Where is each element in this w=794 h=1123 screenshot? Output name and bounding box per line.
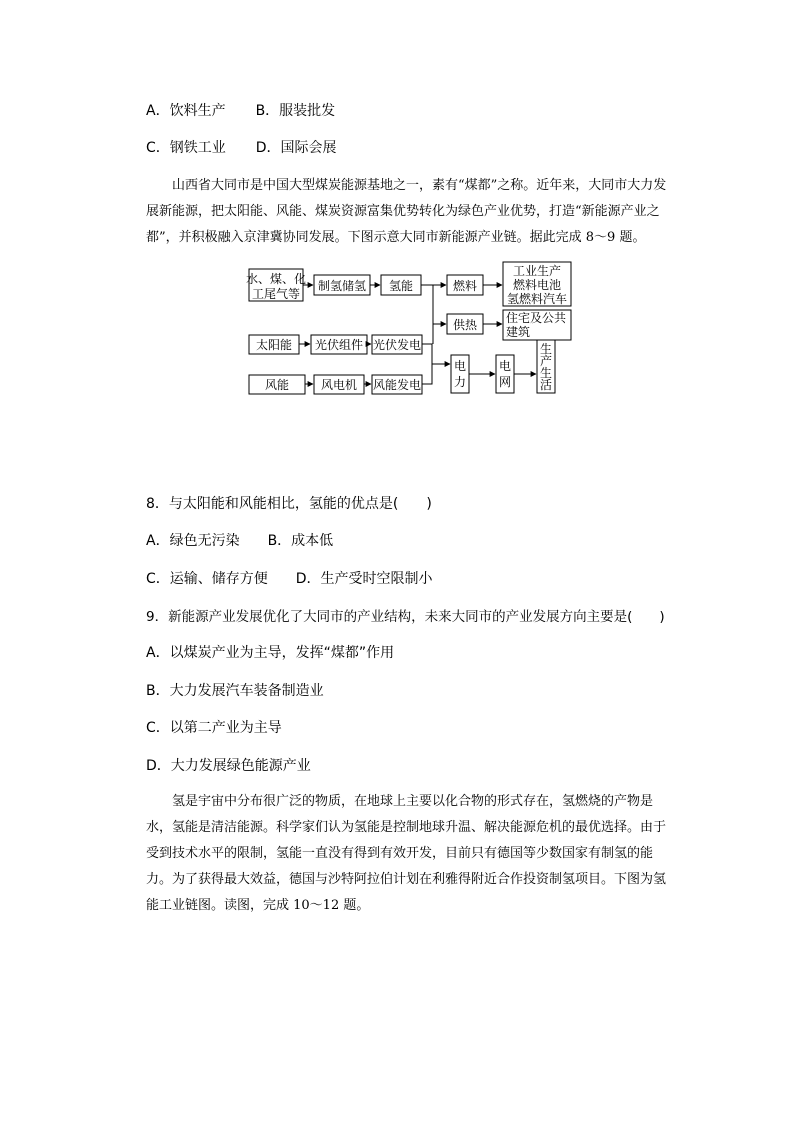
q7-option-d: D．国际会展 — [255, 140, 337, 156]
passage-datong: 山西省大同市是中国大型煤炭能源基地之一，素有“煤都”之称。近年来，大同市大力发展新能源，把太阳能、风能、煤炭资源富集优势转化为绿色产业优势，打造“新能源产业之都”，并积极融入京津冀协同发展。下图示意大同市新能源产业链。据此完成 8～9 题。 — [146, 178, 667, 245]
heat-use-1: 住宅及公共 — [506, 311, 567, 325]
box-pv-power — [372, 335, 422, 354]
q7-option-b: B．服装批发 — [255, 103, 336, 119]
box-solar — [249, 335, 299, 354]
new-energy-industry-chain-diagram — [0, 0, 794, 420]
q8-options-row2 — [146, 568, 433, 588]
fuel-label: 燃料 — [452, 279, 478, 293]
q7-option-c: C．钢铁工业 — [146, 140, 226, 156]
box-fuel-uses — [503, 262, 571, 306]
box-heat-uses — [503, 310, 571, 340]
q8-option-c: C．运输、储存方便 — [146, 571, 268, 587]
passage-hydrogen: 氢是宇宙中分布很广泛的物质，在地球上主要以化合物的形式存在，氢燃烧的产物是水，氢能是清洁能源。科学家们认为氢能是控制地球升温、解决能源危机的最优选择。由于受到技术水平的限制，氢能一直没有得到有效开发，目前只有德国等少数国家有制氢的能力。为了获得最大效益，德国与沙特阿拉伯计划在利雅得附近合作投资制氢项目。下图为氢能工业链图。读图，完成 10～12 题。 — [146, 794, 667, 913]
pv-module-label: 光伏组件 — [314, 338, 364, 352]
box-grid — [496, 355, 514, 393]
life-char4: 活 — [539, 378, 553, 392]
solar-label: 太阳能 — [255, 338, 293, 352]
box-pv-module — [311, 335, 367, 354]
fuel-use-3: 氢燃料汽车 — [506, 292, 568, 306]
hydrogen-label: 氢能 — [388, 279, 414, 293]
heat-use-2: 建筑 — [506, 325, 531, 339]
box-fuel — [447, 275, 483, 295]
electricity-char2: 力 — [453, 375, 467, 389]
box-sources — [246, 269, 306, 301]
wind-label: 风能 — [264, 378, 290, 392]
arrow-hydrogen-to-heat — [433, 285, 446, 324]
wind-turbine-label: 风电机 — [320, 378, 358, 392]
sources-line2: 工尾气等 — [251, 287, 301, 301]
fuel-use-2: 燃料电池 — [512, 278, 562, 292]
grid-char1: 电 — [498, 359, 512, 373]
q7-option-a: A．饮料生产 — [146, 103, 226, 119]
q9-option-d: D．大力发展绿色能源产业 — [146, 758, 311, 774]
q9-option-c: C．以第二产业为主导 — [146, 720, 282, 736]
wind-power-label: 风能发电 — [372, 378, 422, 392]
life-char1: 生 — [539, 342, 553, 356]
q8-option-a: A．绿色无污染 — [146, 533, 240, 549]
heat-label: 供热 — [452, 318, 478, 332]
grid-char2: 网 — [498, 375, 512, 389]
box-wind — [249, 375, 305, 394]
pv-power-label: 光伏发电 — [372, 338, 422, 352]
hydrogen-prod-label: 制氢储氢 — [317, 279, 367, 293]
fuel-use-1: 工业生产 — [512, 264, 562, 278]
sources-line1: 水、煤、化 — [245, 272, 307, 286]
box-heat — [447, 314, 483, 334]
box-wind-turbine — [314, 375, 364, 394]
box-production-life — [537, 340, 555, 393]
box-hydrogen-prod — [314, 275, 370, 295]
box-electricity — [451, 355, 469, 393]
connector-power-merge — [422, 344, 432, 384]
life-char2: 产 — [539, 354, 553, 368]
q9-option-b: B．大力发展汽车装备制造业 — [146, 683, 324, 699]
q8-option-d: D．生产受时空限制小 — [295, 571, 433, 587]
q8-stem: 8．与太阳能和风能相比，氢能的优点是( ) — [146, 496, 432, 512]
box-hydrogen — [381, 275, 421, 295]
q9-option-a: A．以煤炭产业为主导，发挥“煤都”作用 — [146, 645, 395, 661]
box-wind-power — [372, 375, 422, 394]
life-char3: 生 — [539, 366, 553, 380]
electricity-char1: 电 — [453, 359, 467, 373]
q8-options-row1 — [146, 530, 333, 550]
q9-stem: 9．新能源产业发展优化了大同市的产业结构，未来大同市的产业发展方向主要是( ) — [146, 609, 665, 625]
q8-option-b: B．成本低 — [267, 533, 334, 549]
